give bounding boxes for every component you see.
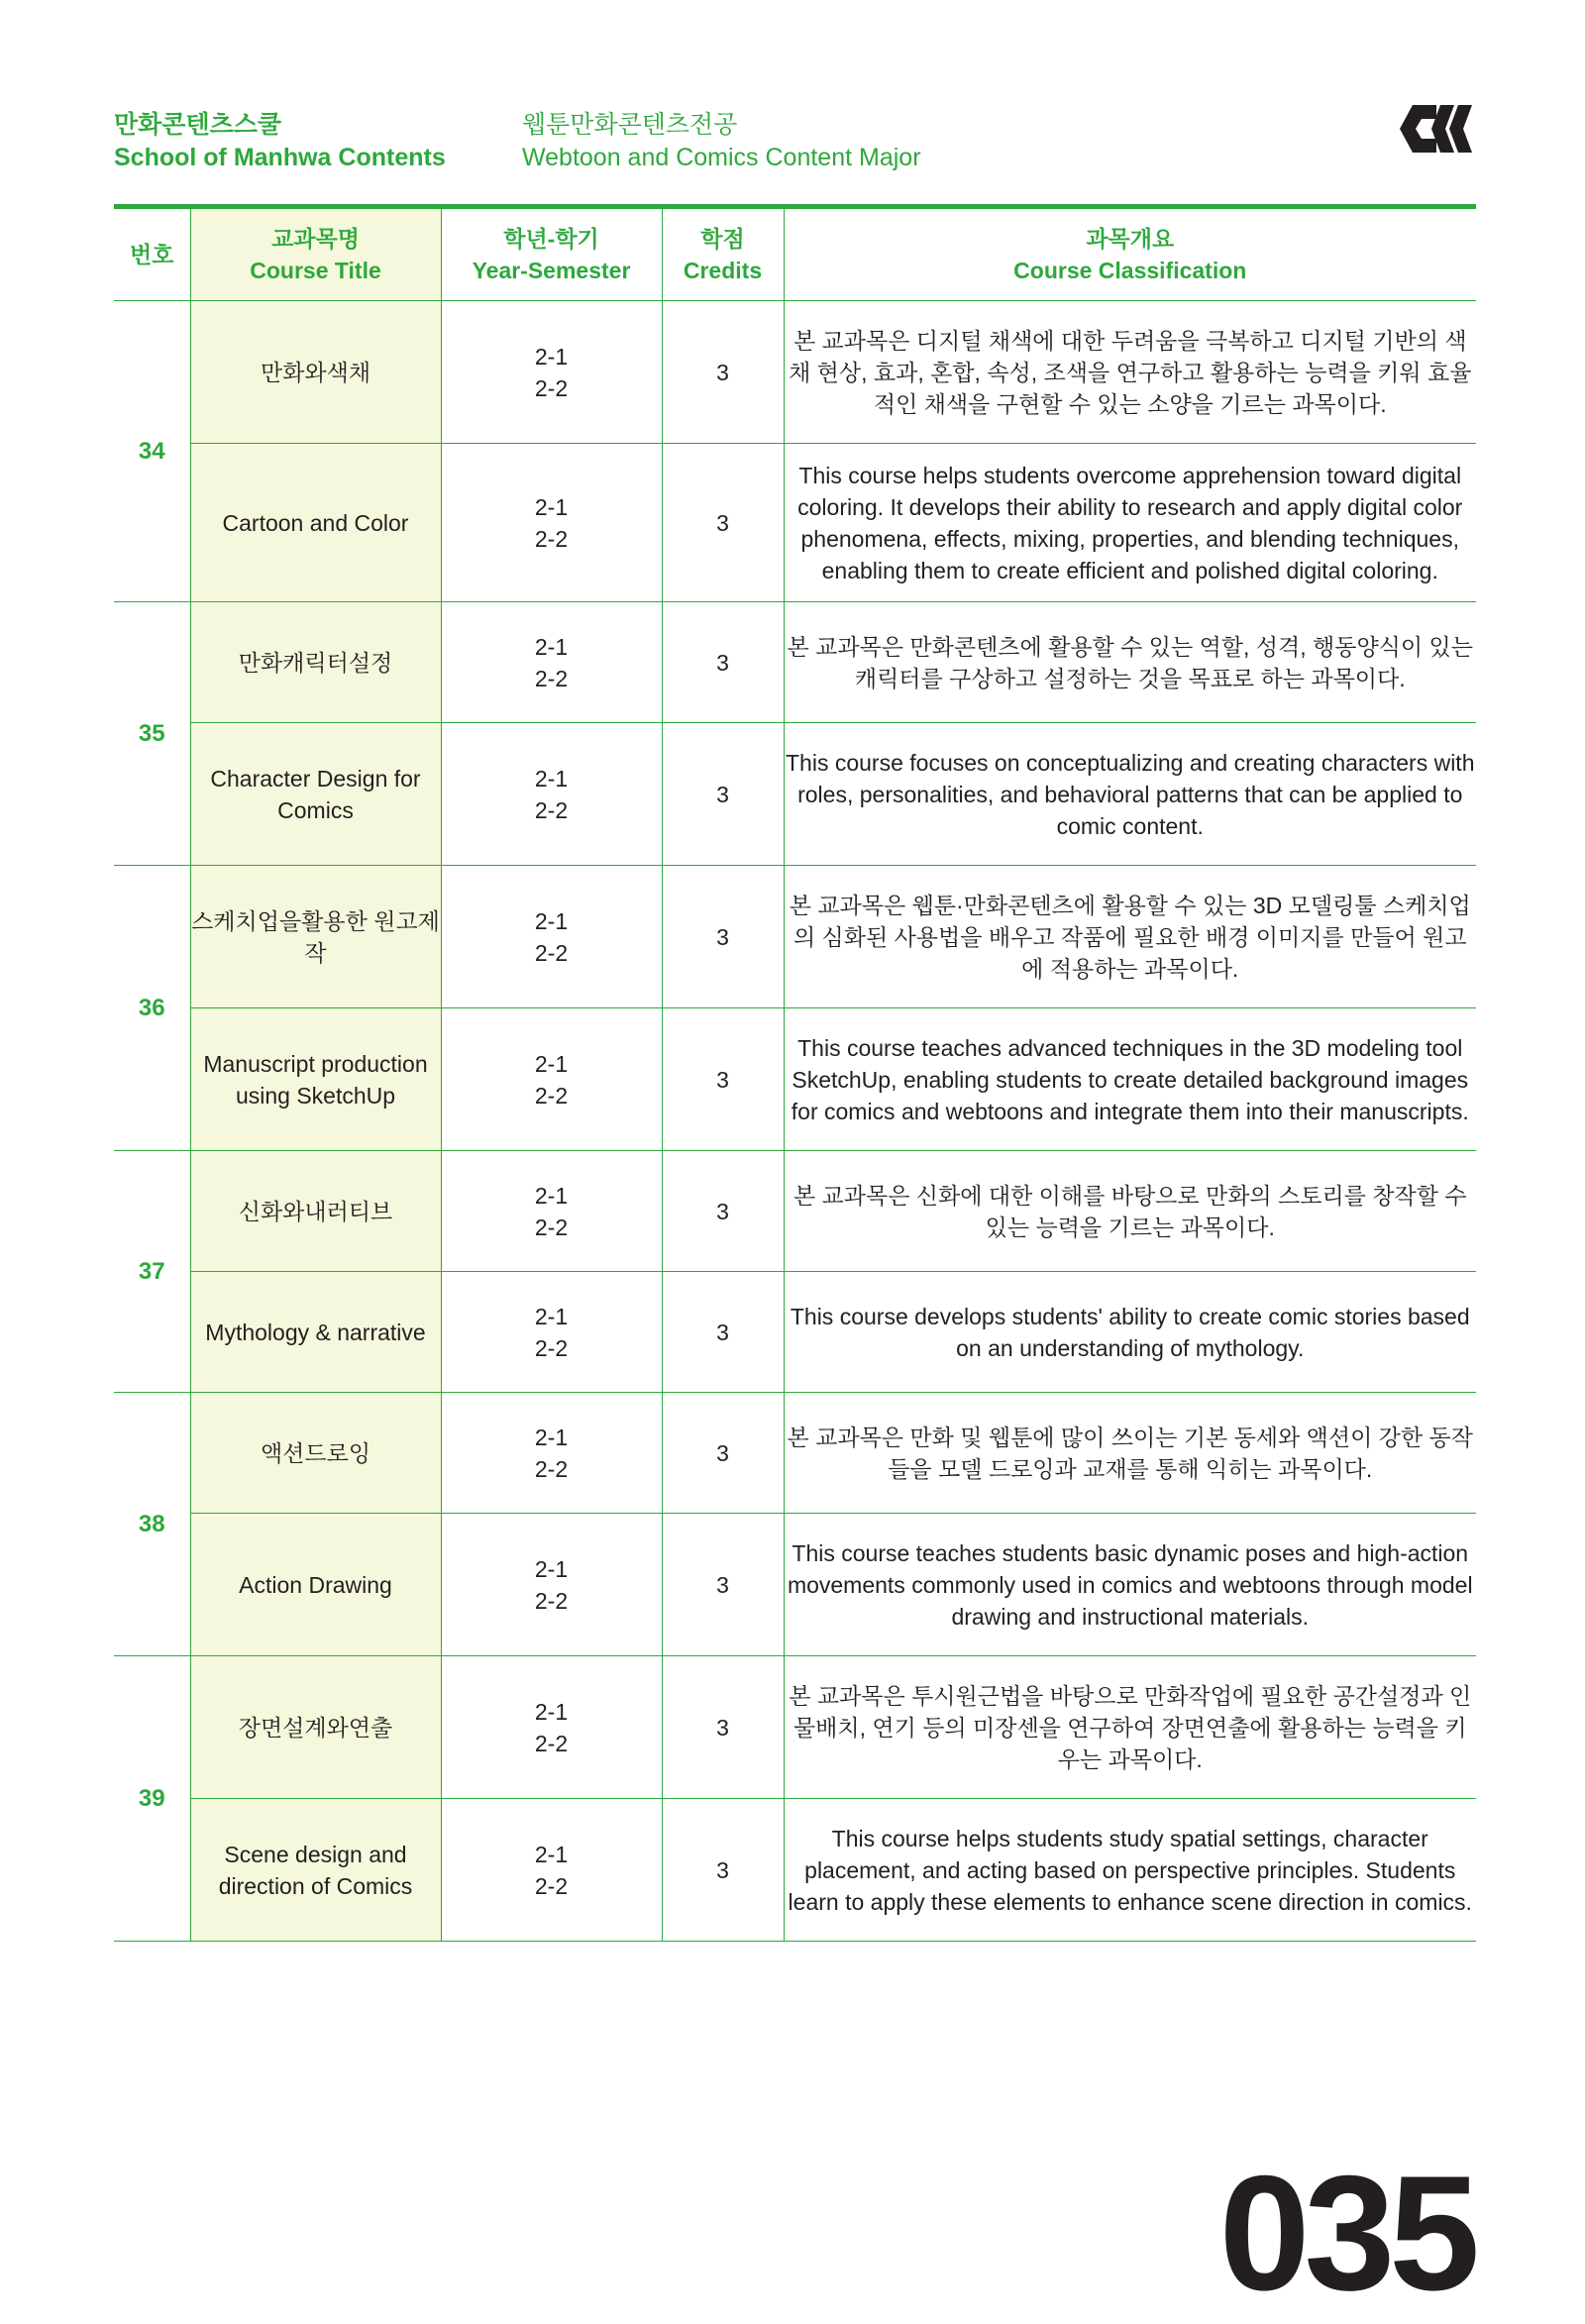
course-description-ko: 본 교과목은 웹툰·만화콘텐츠에 활용할 수 있는 3D 모델링툴 스케치업의 심화된 사용법을 배우고 작품에 필요한 배경 이미지를 만들어 원고에 적용하는 과목이다. xyxy=(784,866,1476,1008)
year-semester: 2-1 2-2 xyxy=(441,1272,662,1393)
credits: 3 xyxy=(662,602,784,723)
course-description-en: This course helps students overcome apprehension toward digital coloring. It develops their ability to research and apply digital color phenomena, effects, mixing, properties, and blending techniques, enabling them to create efficient and polished digital coloring. xyxy=(784,444,1476,602)
credits: 3 xyxy=(662,444,784,602)
major-name-en: Webtoon and Comics Content Major xyxy=(522,144,921,171)
course-title-en: Character Design for Comics xyxy=(190,723,441,866)
course-title-ko: 만화와색채 xyxy=(190,301,441,444)
course-number: 37 xyxy=(114,1151,190,1393)
year-semester: 2-1 2-2 xyxy=(441,1799,662,1942)
course-title-en: Manuscript production using SketchUp xyxy=(190,1008,441,1151)
course-title-en: Scene design and direction of Comics xyxy=(190,1799,441,1942)
year-semester: 2-1 2-2 xyxy=(441,866,662,1008)
ck-logo-icon xyxy=(1397,99,1476,158)
table-row xyxy=(114,1151,1476,1272)
course-title-ko: 액션드로잉 xyxy=(190,1393,441,1514)
school-name-en: School of Manhwa Contents xyxy=(114,144,446,171)
header-credits: 학점 Credits xyxy=(662,207,784,301)
course-table xyxy=(114,204,1476,1942)
course-number: 36 xyxy=(114,866,190,1151)
header-course-title: 교과목명 Course Title xyxy=(190,207,441,301)
year-semester: 2-1 2-2 xyxy=(441,1514,662,1656)
year-semester: 2-1 2-2 xyxy=(441,444,662,602)
course-description-ko: 본 교과목은 투시원근법을 바탕으로 만화작업에 필요한 공간설정과 인물배치, 연기 등의 미장센을 연구하여 장면연출에 활용하는 능력을 키우는 과목이다. xyxy=(784,1656,1476,1799)
year-semester: 2-1 2-2 xyxy=(441,1008,662,1151)
credits: 3 xyxy=(662,1514,784,1656)
course-title-ko: 장면설계와연출 xyxy=(190,1656,441,1799)
table-header-row xyxy=(114,207,1476,301)
course-title-ko: 만화캐릭터설정 xyxy=(190,602,441,723)
credits: 3 xyxy=(662,1799,784,1942)
table-row xyxy=(114,444,1476,602)
credits: 3 xyxy=(662,1393,784,1514)
table-row xyxy=(114,1514,1476,1656)
course-description-en: This course teaches advanced techniques in the 3D modeling tool SketchUp, enabling students to create detailed background images for comics and webtoons and integrate them into their manuscripts. xyxy=(784,1008,1476,1151)
course-number: 39 xyxy=(114,1656,190,1942)
table-row xyxy=(114,301,1476,444)
table-row xyxy=(114,866,1476,1008)
credits: 3 xyxy=(662,723,784,866)
year-semester: 2-1 2-2 xyxy=(441,301,662,444)
table-row xyxy=(114,723,1476,866)
course-description-ko: 본 교과목은 만화콘텐츠에 활용할 수 있는 역할, 성격, 행동양식이 있는 캐릭터를 구상하고 설정하는 것을 목표로 하는 과목이다. xyxy=(784,602,1476,723)
table-row xyxy=(114,1272,1476,1393)
course-title-en: Cartoon and Color xyxy=(190,444,441,602)
credits: 3 xyxy=(662,866,784,1008)
page-header xyxy=(114,109,1476,178)
school-name-ko: 만화콘텐츠스쿨 xyxy=(114,111,282,139)
header-classification: 과목개요 Course Classification xyxy=(784,207,1476,301)
course-number: 35 xyxy=(114,602,190,866)
course-description-en: This course develops students' ability to create comic stories based on an understanding of mythology. xyxy=(784,1272,1476,1393)
year-semester: 2-1 2-2 xyxy=(441,1656,662,1799)
course-description-en: This course helps students study spatial settings, character placement, and acting based on perspective principles. Students learn to apply these elements to enhance scene direction in comics. xyxy=(784,1799,1476,1942)
course-title-ko: 스케치업을활용한 원고제작 xyxy=(190,866,441,1008)
credits: 3 xyxy=(662,301,784,444)
course-description-ko: 본 교과목은 신화에 대한 이해를 바탕으로 만화의 스토리를 창작할 수 있는 능력을 기르는 과목이다. xyxy=(784,1151,1476,1272)
course-title-en: Mythology & narrative xyxy=(190,1272,441,1393)
table-row xyxy=(114,1008,1476,1151)
course-title-en: Action Drawing xyxy=(190,1514,441,1656)
credits: 3 xyxy=(662,1272,784,1393)
header-year-semester: 학년-학기 Year-Semester xyxy=(441,207,662,301)
credits: 3 xyxy=(662,1151,784,1272)
year-semester: 2-1 2-2 xyxy=(441,1151,662,1272)
table-row xyxy=(114,1799,1476,1942)
course-number: 38 xyxy=(114,1393,190,1656)
table-row xyxy=(114,1393,1476,1514)
credits: 3 xyxy=(662,1008,784,1151)
course-description-en: This course teaches students basic dynamic poses and high-action movements commonly used in comics and webtoons through model drawing and instructional materials. xyxy=(784,1514,1476,1656)
year-semester: 2-1 2-2 xyxy=(441,602,662,723)
page-number: 035 xyxy=(1218,2142,1474,2324)
header-number: 번호 xyxy=(114,207,190,301)
table-row xyxy=(114,602,1476,723)
credits: 3 xyxy=(662,1656,784,1799)
table-row xyxy=(114,1656,1476,1799)
course-number: 34 xyxy=(114,301,190,602)
course-description-en: This course focuses on conceptualizing and creating characters with roles, personalities, and behavioral patterns that can be applied to comic content. xyxy=(784,723,1476,866)
year-semester: 2-1 2-2 xyxy=(441,723,662,866)
course-description-ko: 본 교과목은 만화 및 웹툰에 많이 쓰이는 기본 동세와 액션이 강한 동작들을 모델 드로잉과 교재를 통해 익히는 과목이다. xyxy=(784,1393,1476,1514)
major-name xyxy=(522,109,921,174)
course-description-ko: 본 교과목은 디지털 채색에 대한 두려움을 극복하고 디지털 기반의 색채 현상, 효과, 혼합, 속성, 조색을 연구하고 활용하는 능력을 키워 효율적인 채색을 구현할 수 있는 소양을 기르는 과목이다. xyxy=(784,301,1476,444)
year-semester: 2-1 2-2 xyxy=(441,1393,662,1514)
course-title-ko: 신화와내러티브 xyxy=(190,1151,441,1272)
school-name xyxy=(114,109,446,174)
major-name-ko: 웹툰만화콘텐츠전공 xyxy=(522,111,738,139)
